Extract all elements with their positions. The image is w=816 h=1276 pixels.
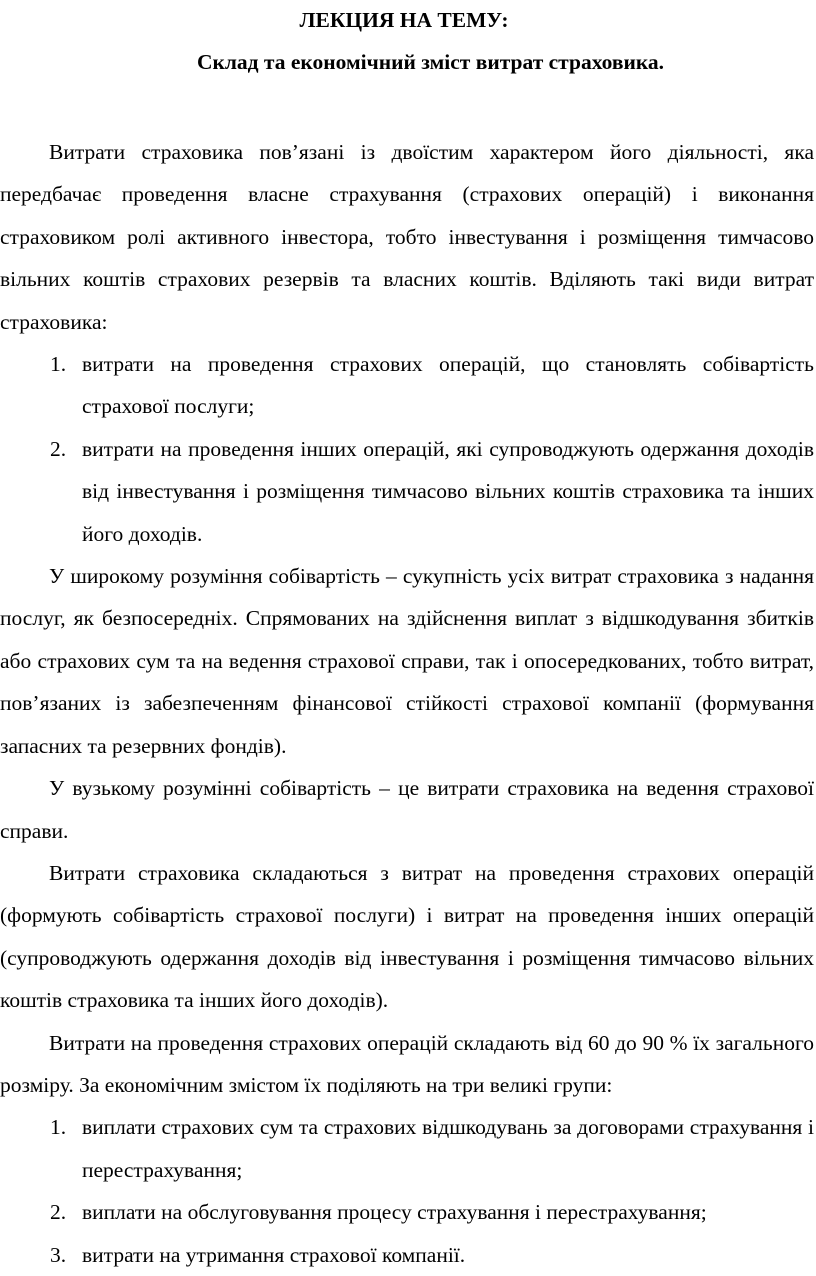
- list-item: [0, 1106, 814, 1191]
- expense-types-list: [0, 343, 814, 555]
- list-item: [0, 1191, 814, 1233]
- list-item-text: виплати на обслуговування процесу страхування і перестрахування;: [82, 1200, 707, 1225]
- list-item-text: витрати на проведення інших операцій, які супроводжують одержання доходів від інвестування і розміщення тимчасово вільних коштів страховика та інших його доходів.: [82, 436, 814, 546]
- list-item-number: 3.: [50, 1242, 67, 1267]
- composition-paragraph: Витрати страховика складаються з витрат на проведення страхових операцій (формують собівартість страхової послуги) і витрат на проведення інших операцій (супроводжують одержання доходів від інвестування і розміщення тимчасово вільних коштів страховика та інших його доходів).: [0, 860, 814, 1013]
- list-item-number: 2.: [50, 436, 67, 461]
- share-paragraph: Витрати на проведення страхових операцій складають від 60 до 90 % їх загального розміру. За економічним змістом їх поділяють на три великі групи:: [0, 1030, 814, 1097]
- document-subtitle: Склад та економічний зміст витрат страховика.: [196, 50, 665, 74]
- narrow-definition-paragraph: У вузькому розумінні собівартість – це витрати страховика на ведення страхової справи.: [0, 776, 814, 843]
- list-item: [0, 1234, 814, 1276]
- list-item-text: виплати страхових сум та страхових відшкодувань за договорами страхування і перестрахування;: [82, 1115, 814, 1182]
- list-item: [0, 428, 814, 555]
- list-item-number: 1.: [50, 1115, 67, 1140]
- list-item-text: витрати на проведення страхових операцій, що становлять собівартість страхової послуги;: [82, 352, 814, 419]
- document-body: [0, 131, 814, 1276]
- expense-groups-list: [0, 1106, 814, 1276]
- list-item-number: 1.: [50, 352, 67, 377]
- list-item: [0, 343, 814, 428]
- broad-definition-paragraph: У широкому розуміння собівартість – сукупність усіх витрат страховика з надання послуг, як безпосередніх. Спрямованих на здійснення виплат з відшкодування збитків або страхових сум та на ведення страхової справи, так і опосередкованих, тобто витрат, пов’язаних із забезпеченням фінансової стійкості страхової компанії (формування запасних та резервних фондів).: [0, 564, 814, 758]
- list-item-text: витрати на утримання страхової компанії.: [82, 1242, 466, 1267]
- intro-paragraph: Витрати страховика пов’язані із двоїстим характером його діяльності, яка передбачає проведення власне страхування (страхових операцій) і виконання страховиком ролі активного інвестора, тобто інвестування і розміщення тимчасово вільних коштів страхових резервів та власних коштів. Вділяють такі види витрат страховика:: [0, 140, 814, 334]
- document-title: ЛЕКЦИЯ НА ТЕМУ:: [299, 8, 509, 32]
- list-item-number: 2.: [50, 1200, 67, 1225]
